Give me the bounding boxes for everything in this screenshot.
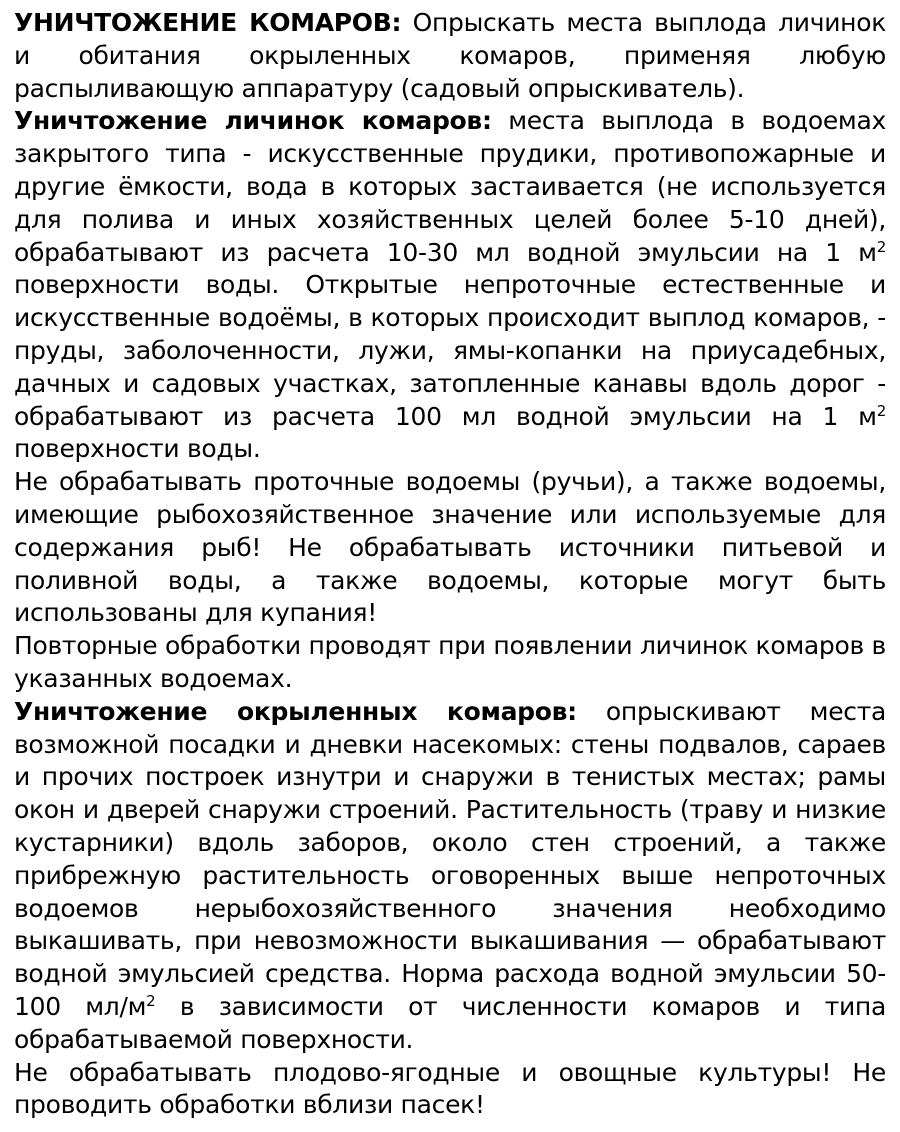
text-larvae-closed-ponds: места выплода в водоемах закрытого типа - искусственные прудики, противопожарные и другие ёмкости, вода в которых застаивается (не используется для полива и иных хозяйственных целей более 5-10 дней), обрабатывают из расчета 10-30 мл водной эмульсии на 1 м: [14, 106, 886, 267]
text-winged-mosquitoes-rate: в зависимости от численности комаров и типа обрабатываемой поверхности.: [14, 991, 887, 1054]
paragraph-warning-running-water: [14, 466, 886, 630]
text-warning-running-water: Не обрабатывать проточные водоемы (ручьи), а также водоемы, имеющие рыбохозяйственное значение или используемые для содержания рыб! Не обрабатывать источники питьевой и поливной воды, а также водоемы, которые могут быть использованы для купания!: [14, 467, 886, 628]
text-repeat-treatment: Повторные обработки проводят при появлении личинок комаров в указанных водоемах.: [14, 631, 886, 693]
superscript-square: 2: [876, 401, 886, 420]
paragraph-winged-mosquitoes: [14, 696, 886, 1057]
heading-winged-mosquitoes: Уничтожение окрыленных комаров:: [14, 696, 577, 726]
superscript-square: 2: [146, 991, 156, 1010]
paragraph-larvae-destruction: [14, 105, 886, 466]
paragraph-mosquito-destruction: [14, 7, 886, 105]
superscript-square: 2: [876, 237, 886, 256]
text-mosquito-destruction: Опрыскать места выплода личинок и обитания окрыленных комаров, применяя любую распыливающую аппаратуру (садовый опрыскиватель).: [14, 8, 886, 103]
paragraph-repeat-treatment: [14, 630, 886, 696]
heading-mosquito-destruction: УНИЧТОЖЕНИЕ КОМАРОВ:: [14, 8, 402, 37]
text-larvae-open-ponds: поверхности воды. Открытые непроточные естественные и искусственные водоёмы, в которых происходит выплод комаров, - пруды, заболоченности, лужи, ямы-копанки на приусадебных, дачных и садовых участках, затопленные канавы вдоль дорог - обрабатывают из расчета 100 мл водной эмульсии на 1 м: [14, 270, 886, 431]
paragraph-warning-crops: [14, 1057, 886, 1123]
text-winged-mosquitoes: опрыскивают места возможной посадки и дневки насекомых: стены подвалов, сараев и прочих построек изнутри и снаружи в тенистых местах; рамы окон и дверей снаружи строений. Растительность (траву и низкие кустарники) вдоль заборов, около стен строений, а также прибрежную растительность оговоренных выше непроточных водоемов нерыбохозяйственного значения необходимо выкашивать, при невозможности выкашивания — обрабатывают водной эмульсией средства. Норма расхода водной эмульсии 50-100 мл/м: [14, 696, 886, 1021]
text-larvae-water-surface: поверхности воды.: [14, 434, 261, 464]
text-warning-crops: Не обрабатывать плодово-ягодные и овощные культуры! Не проводить обработки вблизи пасек!: [14, 1057, 886, 1120]
heading-larvae-destruction: Уничтожение личинок комаров:: [14, 106, 492, 136]
